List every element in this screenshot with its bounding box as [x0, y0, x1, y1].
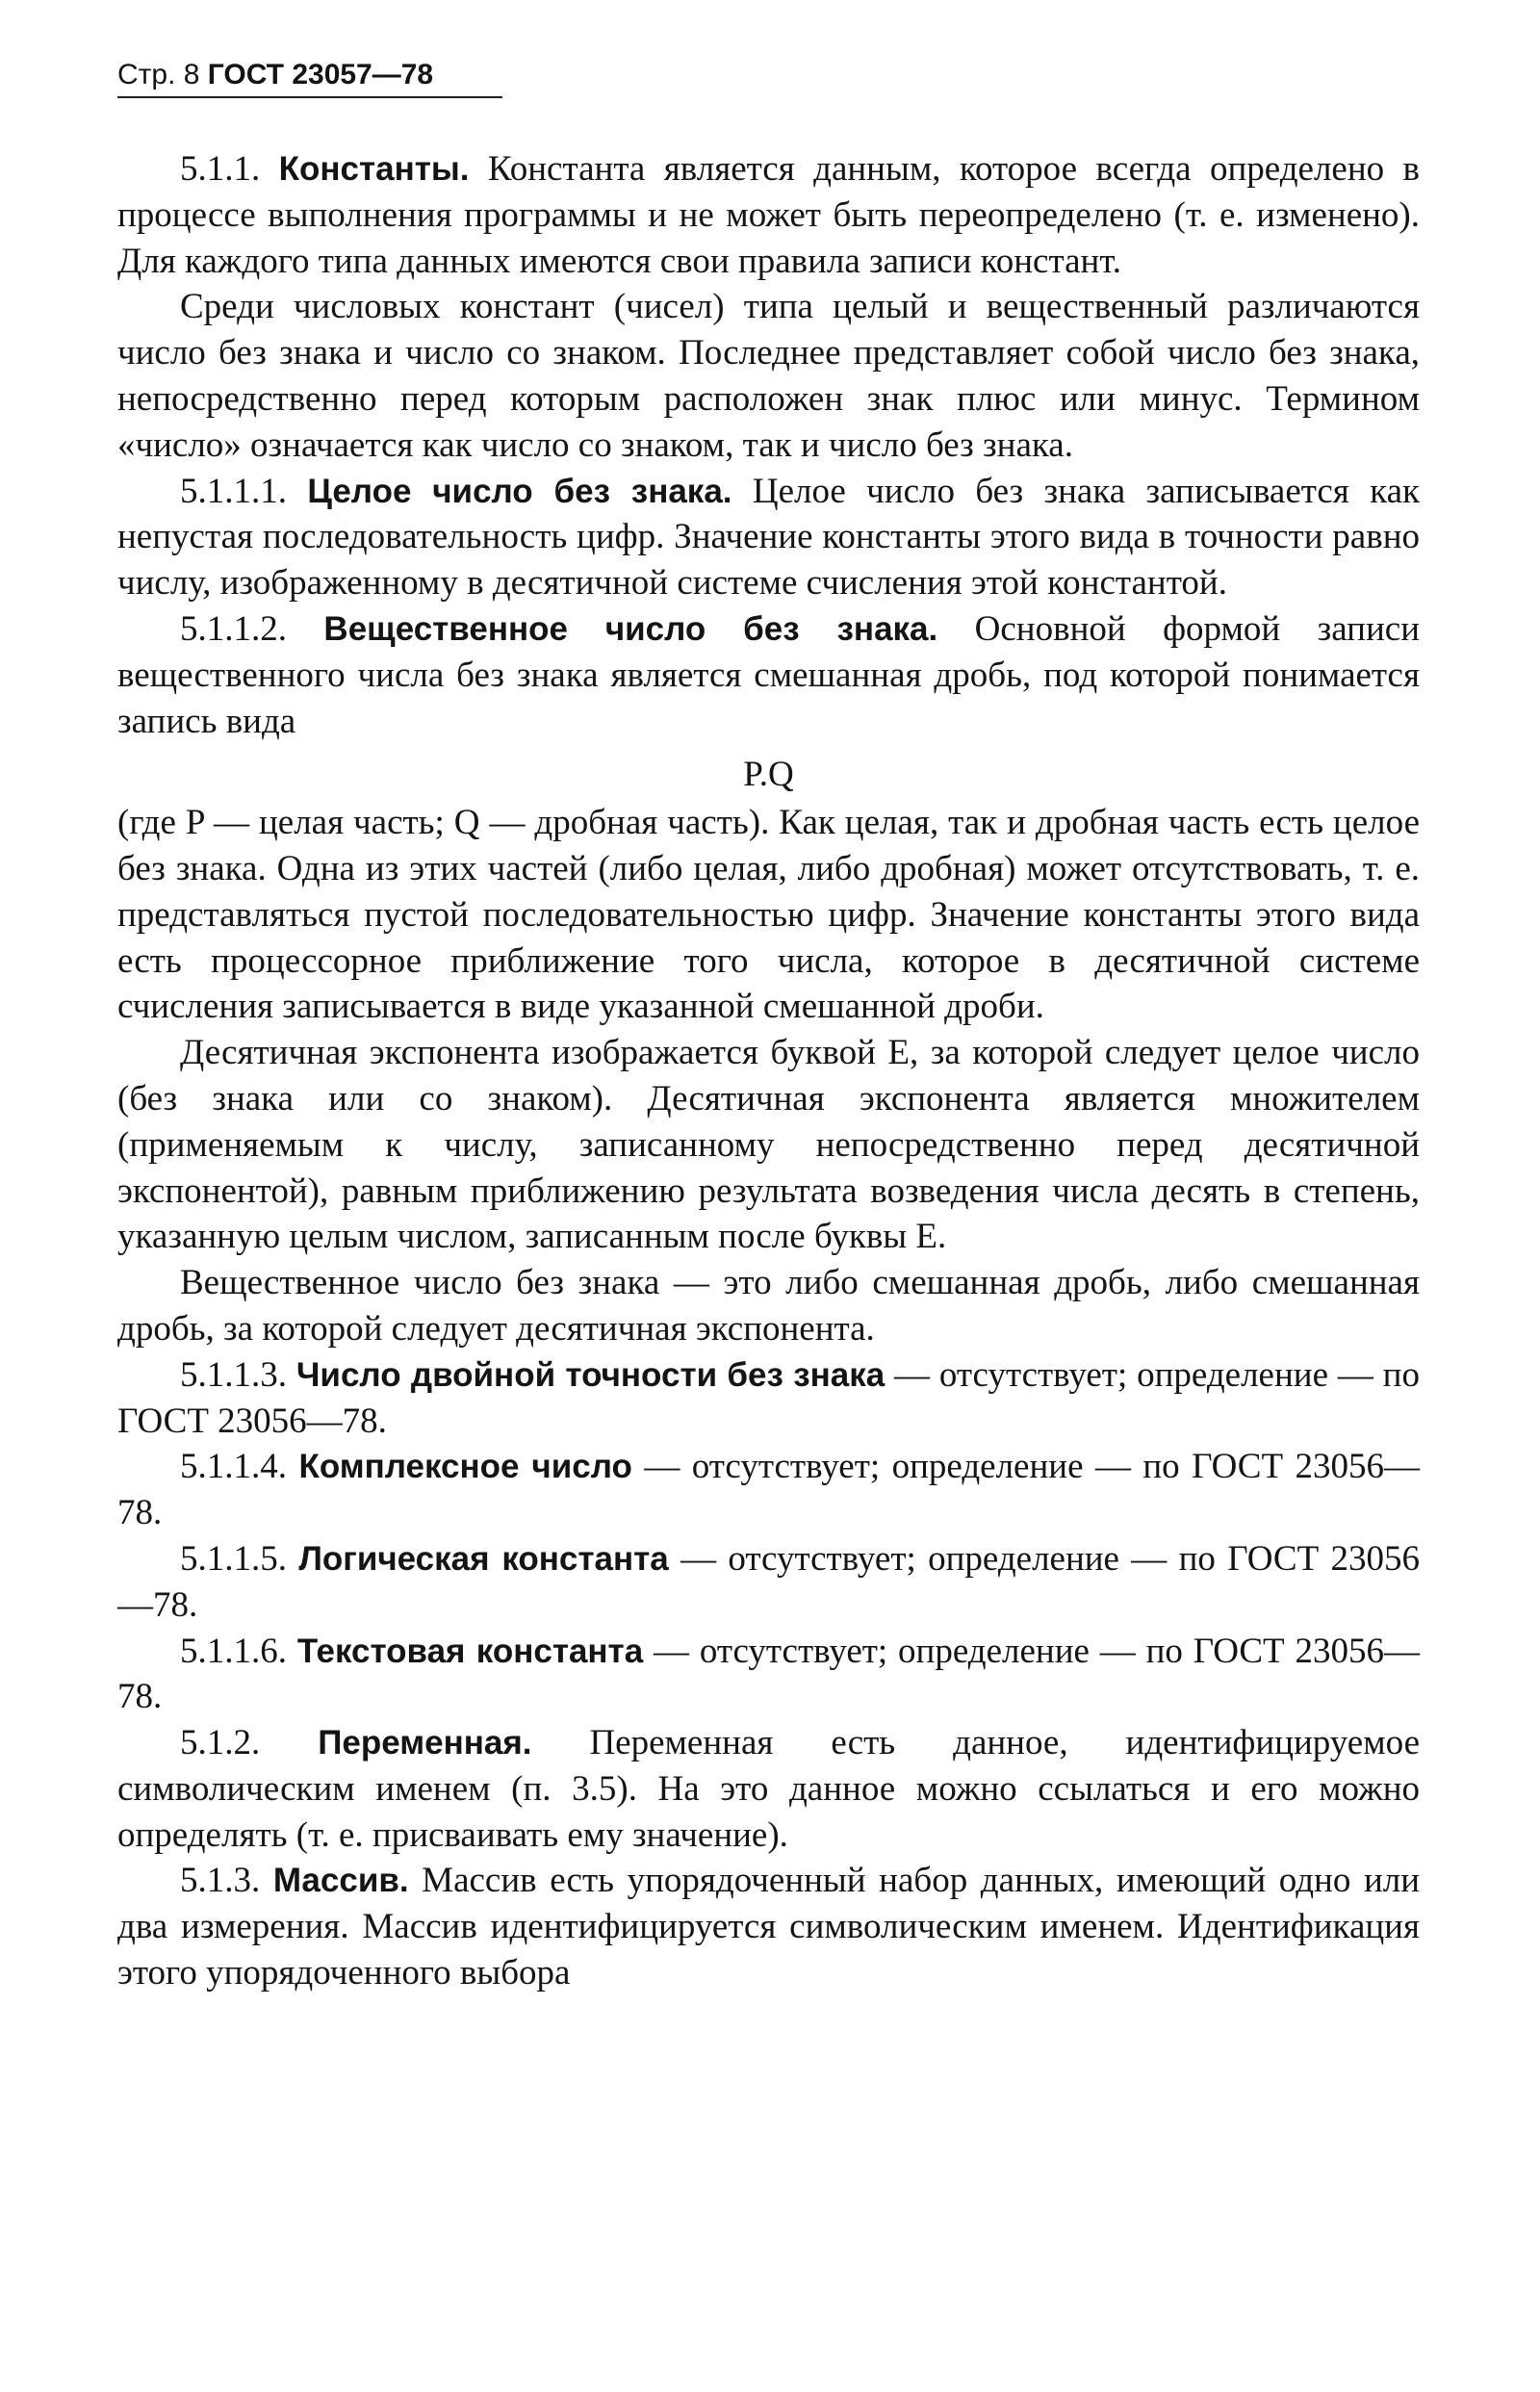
page-number: Стр. 8 [117, 59, 200, 90]
document-body [117, 146, 1420, 1996]
section-text: Переменная есть данное, идентифицируемое символическим именем (п. 3.5). На это данное можно ссылаться и его можно определять (т. е. присваивать ему значение). [117, 1723, 1420, 1855]
paragraph-text: Среди числовых констант (чисел) типа целый и вещественный различаются число без знака и число со знаком. Последнее представляет собой число без знака, непосредственно перед которым расположен знак плюс или минус. Термином «число» означается как число со знаком, так и число без знака. [117, 287, 1420, 465]
section-text: — отсутствует; определение — по ГОСТ 23056—78. [117, 1631, 1420, 1717]
section-text: — отсутствует; определение — по ГОСТ 23056—78. [117, 1354, 1420, 1441]
section-number: 5.1.1.4. [180, 1447, 287, 1487]
section-title: Вещественное число без знака. [323, 609, 938, 648]
section-title: Массив. [272, 1862, 409, 1900]
section-text: Константа является данным, которое всегда определено в процессе выполнения программы и не может быть переопределено (т. е. изменено). Для каждого типа данных имеются свои правила записи констант. [117, 149, 1420, 281]
section-5-1-3 [117, 1858, 1420, 1995]
real-number-definition-paragraph [117, 1260, 1420, 1352]
section-title: Целое число без знака. [307, 472, 732, 510]
section-5-1-1-4 [117, 1444, 1420, 1536]
section-5-1-1-3 [117, 1352, 1420, 1445]
section-5-1-1-2 [117, 606, 1420, 744]
section-text: — отсутствует; определение — по ГОСТ 23056—78. [117, 1447, 1420, 1533]
decimal-exponent-paragraph [117, 1030, 1420, 1260]
section-5-1-1 [117, 146, 1420, 284]
section-text: Массив есть упорядоченный набор данных, имеющий одно или два измерения. Массив идентифицируется символическим именем. Идентификация этого упорядоченного выбора [117, 1861, 1421, 1993]
section-5-1-2 [117, 1720, 1420, 1858]
section-number: 5.1.1. [180, 149, 261, 189]
section-title: Комплексное число [298, 1448, 632, 1486]
paragraph-text: Вещественное число без знака — это либо смешанная дробь, либо смешанная дробь, за которой следует десятичная экспонента. [117, 1263, 1420, 1349]
section-number: 5.1.1.5. [180, 1538, 287, 1579]
section-number: 5.1.1.3. [180, 1354, 287, 1395]
document-page [117, 56, 1420, 1996]
section-5-1-1-1 [117, 469, 1420, 606]
section-number: 5.1.1.6. [180, 1631, 287, 1671]
section-title: Переменная. [318, 1724, 532, 1762]
section-text: Основной формой записи вещественного числа без знака является смешанная дробь, под которой понимается запись вида [117, 608, 1420, 741]
section-5-1-1-6 [117, 1629, 1420, 1721]
section-title: Текстовая константа [296, 1632, 644, 1670]
section-title: Логическая константа [298, 1539, 669, 1578]
section-title: Константы. [278, 150, 470, 188]
numeric-constants-paragraph [117, 284, 1420, 468]
section-number: 5.1.1.1. [180, 471, 287, 511]
standard-number: ГОСТ 23057—78 [207, 59, 434, 90]
paragraph-text: (где P — целая часть; Q — дробная часть). Как целая, так и дробная часть есть целое без знака. Одна из этих частей (либо целая, либо дробная) может отсутствовать, т. е. представляться пустой последовательностью цифр. Значение константы этого вида есть процессорное приближение того числа, которое в десятичной системе счисления записывается в виде указанной смешанной дроби. [117, 803, 1420, 1027]
paragraph-text: Десятичная экспонента изображается буквой E, за которой следует целое число (без знака или со знаком). Десятичная экспонента является множителем (применяемым к числу, записанному непосредственно перед десятичной экспонентой), равным приближению результата возведения числа десять в степень, указанную целым числом, записанным после буквы E. [117, 1033, 1420, 1257]
section-text: — отсутствует; определение — по ГОСТ 23056—78. [117, 1538, 1420, 1625]
section-title: Число двойной точности без знака [295, 1355, 886, 1394]
mixed-fraction-paragraph [117, 800, 1420, 1030]
section-number: 5.1.3. [180, 1861, 261, 1901]
section-5-1-1-5 [117, 1536, 1420, 1629]
formula: P.Q [743, 755, 794, 795]
section-text: Целое число без знака записывается как непустая последовательность цифр. Значение константы этого вида в точности равно числу, изображенному в десятичной системе счисления этой константой. [117, 471, 1420, 604]
section-number: 5.1.1.2. [180, 608, 287, 649]
page-header [117, 56, 502, 98]
section-number: 5.1.2. [180, 1723, 261, 1763]
